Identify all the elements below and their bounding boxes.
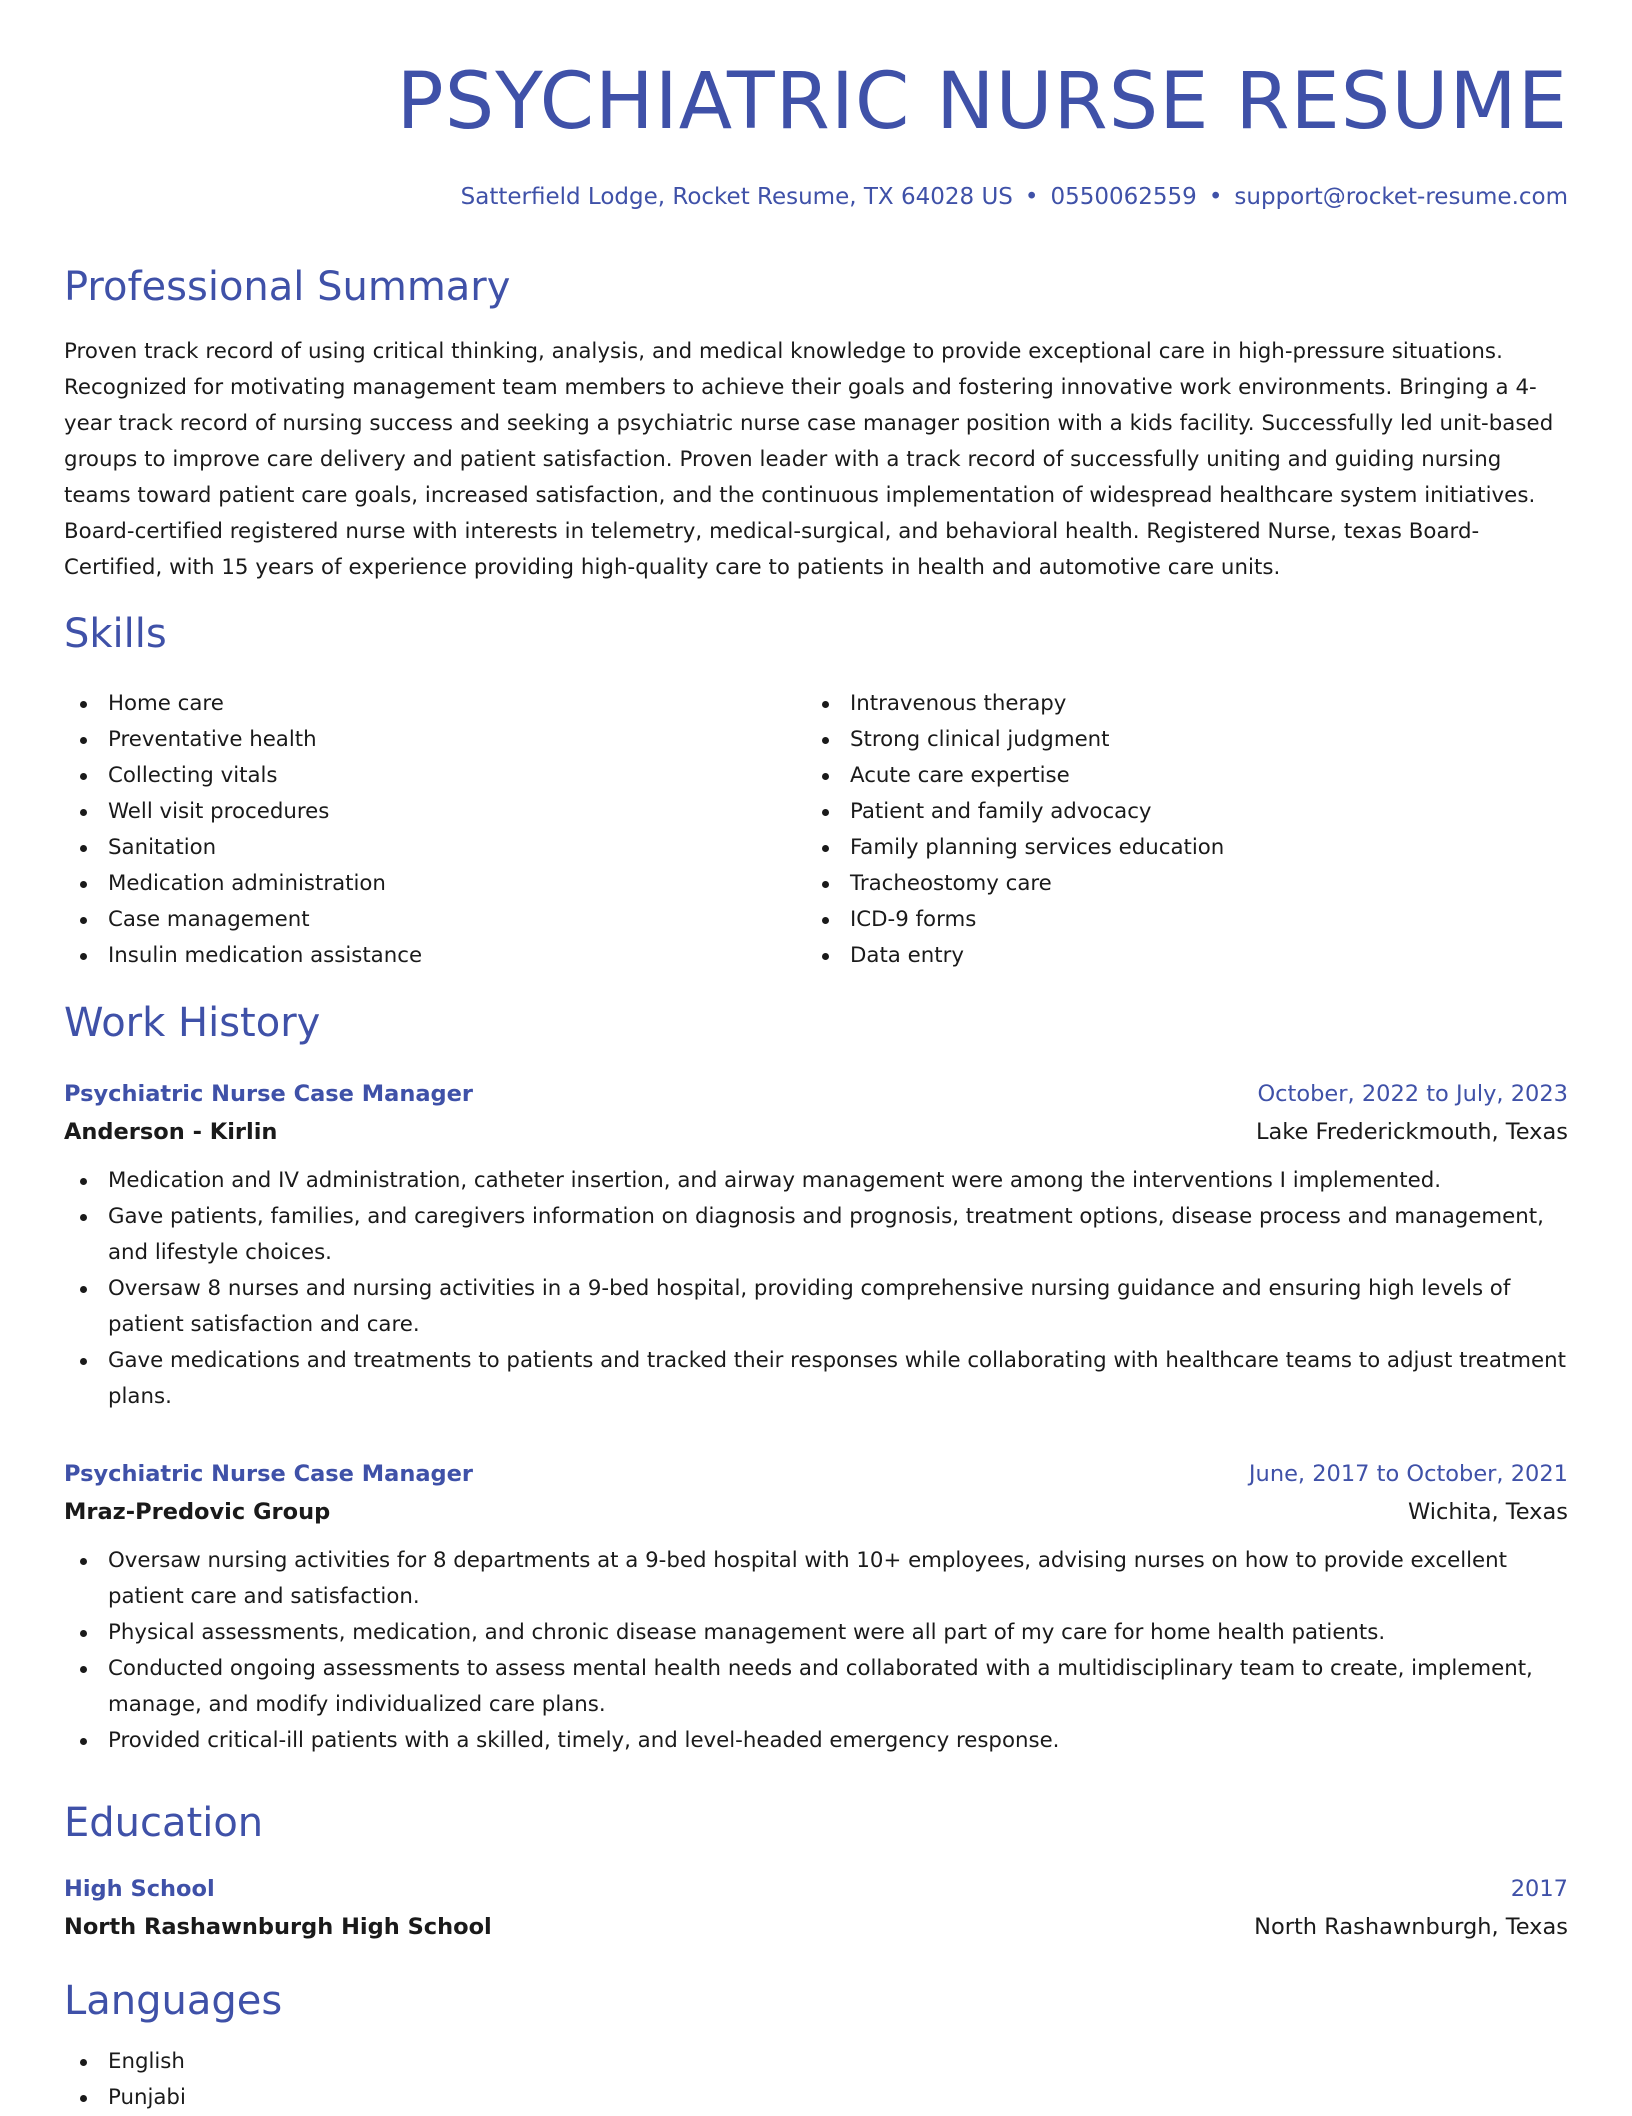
skills-column-left [64,686,806,974]
summary-text: Proven track record of using critical thinking, analysis, and medical knowledge to provide exceptional care in high-pressure situations. Recognized for motivating management team members to achieve their goals and fostering innovative work environments. Bringing a 4-year track record of nursing success and seeking a psychiatric nurse case manager position with a kids facility. Successfully led unit-based groups to improve care delivery and patient satisfaction. Proven leader with a track record of successfully uniting and guiding nursing teams toward patient care goals, increased satisfaction, and the continuous implementation of widespread healthcare system initiatives. Board-certified registered nurse with interests in telemetry, medical-surgical, and behavioral health. Registered Nurse, texas Board-Certified, with 15 years of experience providing high-quality care to patients in health and automotive care units. [64,339,1554,580]
skill-item: Intravenous therapy [806,686,1548,722]
skill-item: Case management [64,902,806,938]
job-dates: October, 2022 to July, 2023 [1257,1081,1568,1107]
contact-separator: • [1024,184,1039,210]
contact-separator: • [1208,184,1223,210]
skill-item: Collecting vitals [64,758,806,794]
languages-list [64,2044,186,2116]
job-bullet: Physical assessments, medication, and chronic disease management were all part of my care for home health patients. [64,1615,1568,1651]
job-entry [64,1455,1568,1759]
skill-item: Strong clinical judgment [806,722,1548,758]
job-bullet: Gave medications and treatments to patients and tracked their responses while collaborating with healthcare teams to adjust treatment plans. [64,1343,1568,1415]
job-bullet: Provided critical-ill patients with a skilled, timely, and level-headed emergency response. [64,1723,1568,1759]
skill-item: ICD-9 forms [806,902,1548,938]
skill-item: Data entry [806,938,1548,974]
skill-item: Insulin medication assistance [64,938,806,974]
education-school: North Rashawnburgh High School [64,1914,492,1940]
contact-phone: 0550062559 [1050,184,1197,210]
skill-item: Sanitation [64,830,806,866]
job-title: Psychiatric Nurse Case Manager [64,1461,473,1487]
contact-address: Satterfield Lodge, Rocket Resume, TX 64028 US [460,184,1013,210]
job-company: Mraz-Predovic Group [64,1499,331,1525]
job-bullet: Oversaw 8 nurses and nursing activities in a 9-bed hospital, providing comprehensive nursing guidance and ensuring high levels of patient satisfaction and care. [64,1271,1568,1343]
job-company: Anderson - Kirlin [64,1119,278,1145]
education-year: 2017 [1510,1876,1568,1902]
skills-list [64,686,1568,974]
section-title-summary: Professional Summary [64,264,511,310]
language-item: English [64,2044,186,2080]
section-title-education: Education [64,1800,264,1846]
skill-item: Acute care expertise [806,758,1548,794]
skill-item: Well visit procedures [64,794,806,830]
education-degree: High School [64,1876,215,1902]
skill-item: Home care [64,686,806,722]
language-item: Punjabi [64,2080,186,2116]
education-entry [64,1870,1568,1946]
job-location: Wichita, Texas [1408,1499,1568,1525]
job-bullet: Oversaw nursing activities for 8 departments at a 9-bed hospital with 10+ employees, advising nurses on how to provide excellent patient care and satisfaction. [64,1543,1568,1615]
job-bullet: Gave patients, families, and caregivers information on diagnosis and prognosis, treatment options, disease process and management, and lifestyle choices. [64,1199,1568,1271]
job-title: Psychiatric Nurse Case Manager [64,1081,473,1107]
skill-item: Family planning services education [806,830,1548,866]
job-bullets [64,1163,1568,1415]
skill-item: Preventative health [64,722,806,758]
skill-item: Medication administration [64,866,806,902]
skill-item: Patient and family advocacy [806,794,1548,830]
education-location: North Rashawnburgh, Texas [1254,1914,1568,1940]
section-title-skills: Skills [64,611,167,657]
section-title-work-history: Work History [64,1000,321,1046]
job-location: Lake Frederickmouth, Texas [1255,1119,1568,1145]
resume-title: PSYCHIATRIC NURSE RESUME [396,57,1568,147]
skills-column-right [806,686,1548,974]
job-dates: June, 2017 to October, 2021 [1248,1461,1568,1487]
job-bullet: Medication and IV administration, catheter insertion, and airway management were among the interventions I implemented. [64,1163,1568,1199]
job-bullets [64,1543,1568,1759]
job-entry [64,1075,1568,1415]
section-title-languages: Languages [64,1978,283,2024]
job-bullet: Conducted ongoing assessments to assess mental health needs and collaborated with a multidisciplinary team to create, implement, manage, and modify individualized care plans. [64,1651,1568,1723]
skill-item: Tracheostomy care [806,866,1548,902]
contact-email: support@rocket-resume.com [1234,184,1568,210]
contact-line [461,180,1568,214]
